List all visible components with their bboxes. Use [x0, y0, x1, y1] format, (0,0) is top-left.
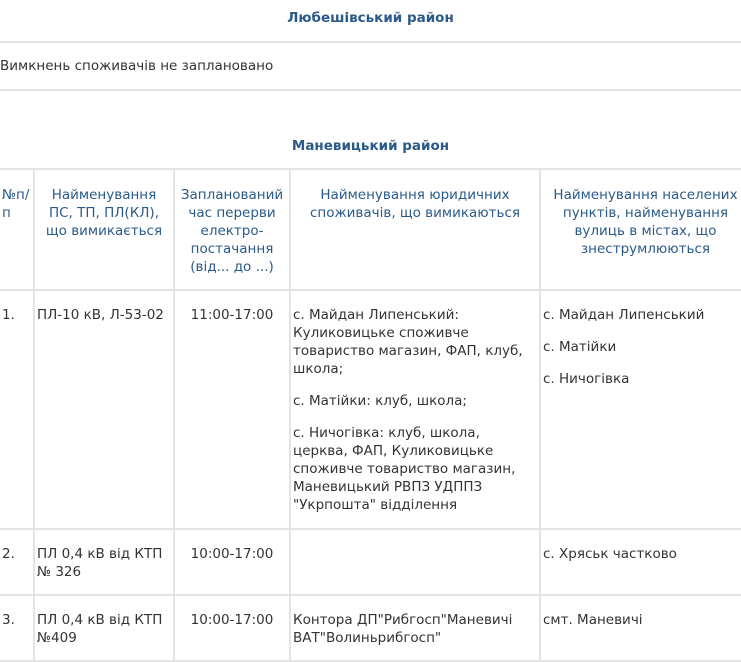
row-line: ПЛ-10 кВ, Л-53-02: [34, 290, 174, 529]
row-line: ПЛ 0,4 кВ від КТП № 326: [34, 529, 174, 595]
settlement-entry: смт. Маневичі: [543, 612, 643, 628]
row-time: 11:00-17:00: [174, 290, 290, 529]
no-outages-notice: Вимкнень споживачів не заплановано: [0, 58, 274, 74]
divider: [0, 89, 741, 91]
row-number: 3.: [0, 595, 34, 661]
region-title-lubeshiv: Любешівський район: [287, 10, 454, 26]
row-consumers: [290, 529, 540, 595]
row-settlements: [540, 529, 741, 595]
table-row: [0, 595, 741, 661]
header-time: Запланований час перерви електро-постачання (від... до ...): [174, 169, 290, 290]
table-row: [0, 529, 741, 595]
header-settlements: Найменування населених пунктів, найменування вулиць в містах, що знеструмлюються: [540, 169, 741, 290]
row-time: 10:00-17:00: [174, 595, 290, 661]
consumer-entry: с. Матійки: клуб, школа;: [293, 393, 467, 409]
outage-table: [0, 168, 741, 662]
row-settlements: [540, 595, 741, 661]
divider: [0, 41, 741, 43]
consumer-entry: Контора ДП"Рибгосп"Маневичі ВАТ"Волиньрибгосп": [293, 612, 513, 646]
row-line: ПЛ 0,4 кВ від КТП №409: [34, 595, 174, 661]
row-consumers: [290, 595, 540, 661]
settlement-entry: с. Матійки: [543, 339, 617, 355]
header-consumers: Найменування юридичних споживачів, що вимикаються: [290, 169, 540, 290]
region-title-manevychi: Маневицький район: [291, 138, 450, 154]
settlement-entry: с. Ничогівка: [543, 371, 630, 387]
settlement-entry: с. Хряськ частково: [543, 546, 677, 562]
row-consumers: [290, 290, 540, 529]
table-row: [0, 290, 741, 529]
settlement-entry: с. Майдан Липенський: [543, 307, 705, 323]
row-settlements: [540, 290, 741, 529]
header-line: Найменування ПС, ТП, ПЛ(КЛ), що вимикається: [34, 169, 174, 290]
table-header-row: [0, 169, 741, 290]
row-number: 1.: [0, 290, 34, 529]
row-number: 2.: [0, 529, 34, 595]
row-time: 10:00-17:00: [174, 529, 290, 595]
consumer-entry: с. Ничогівка: клуб, школа, церква, ФАП, Куликовицьке споживче товариство магазин, Маневицький РВПЗ УДППЗ "Укрпошта" відділення: [293, 425, 516, 513]
consumer-entry: с. Майдан Липенський: Куликовицьке споживче товариство магазин, ФАП, клуб, школа;: [293, 307, 523, 377]
header-number: №п/п: [0, 169, 34, 290]
